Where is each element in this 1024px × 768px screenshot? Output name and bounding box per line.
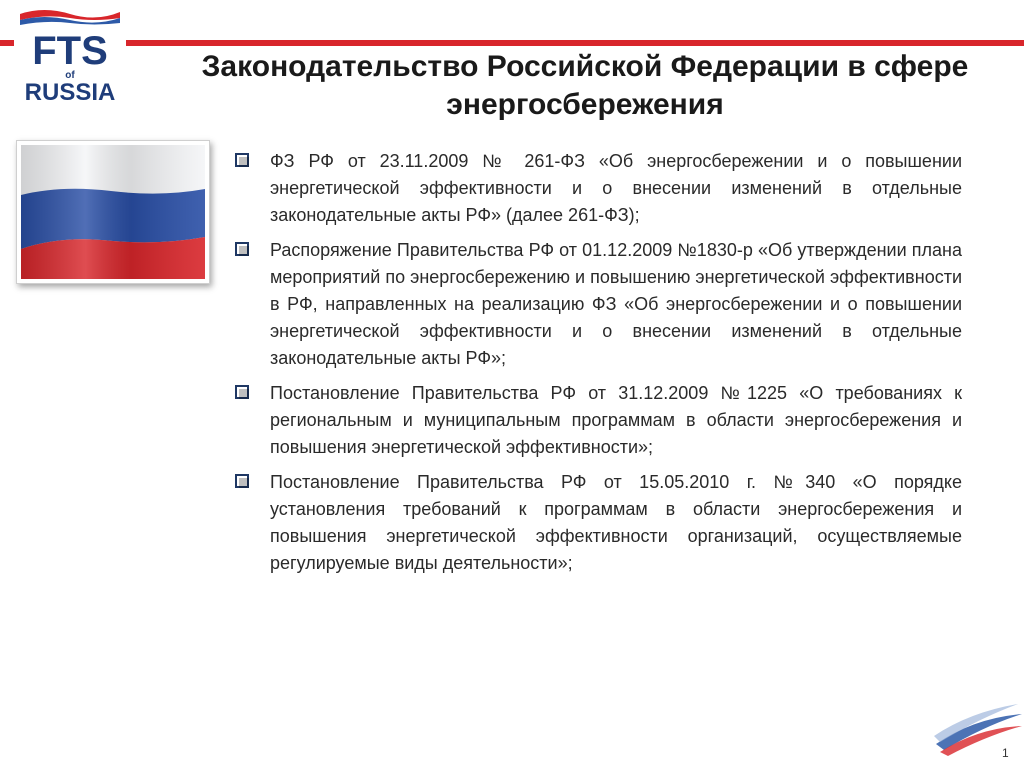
list-item: [232, 148, 962, 229]
slide-title: Законодательство Российской Федерации в сфере энергосбережения: [201, 50, 969, 121]
logo-of-text: of: [65, 70, 75, 81]
list-item: [232, 380, 962, 461]
list-item: [232, 469, 962, 577]
checkbox-bullet-icon: [235, 153, 249, 167]
logo-fts-text: FTS: [32, 29, 108, 73]
list-item-text: Постановление Правительства РФ от 31.12.2009 №1225 «О требованиях к региональным и муниципальным программам в области энергосбережения и повышения энергетической эффективности»;: [270, 383, 962, 457]
list-item-text: ФЗ РФ от 23.11.2009 № 261-ФЗ «Об энергосбережении и о повышении энергетической эффективности и о внесении изменений в отдельные законодательные акты РФ» (далее 261-ФЗ);: [270, 151, 962, 225]
list-item-text: Распоряжение Правительства РФ от 01.12.2009 №1830-р «Об утверждении плана мероприятий по энергосбережению и повышению энергетической эффективности в РФ, направленных на реализацию ФЗ «Об энергосбережении и о повышении энергетической эффективности и о внесении изменений в отдельные законодательные акты РФ»;: [270, 240, 962, 368]
fts-russia-logo: [14, 4, 126, 108]
checkbox-bullet-icon: [235, 385, 249, 399]
list-item-text: Постановление Правительства РФ от 15.05.2010 г. №340 «О порядке установления требований к программам в области энергосбережения и повышения энергетической эффективности организаций, осуществляемые регулируемые виды деятельности»;: [270, 472, 962, 573]
page-number: 1: [1002, 746, 1009, 760]
russian-flag-image: [16, 140, 210, 284]
header-rule: [126, 40, 1024, 46]
swoosh-decoration-icon: [934, 700, 1024, 761]
bullet-list: [232, 148, 962, 585]
checkbox-bullet-icon: [235, 242, 249, 256]
list-item: [232, 237, 962, 372]
logo-russia-text: RUSSIA: [24, 79, 116, 106]
checkbox-bullet-icon: [235, 474, 249, 488]
